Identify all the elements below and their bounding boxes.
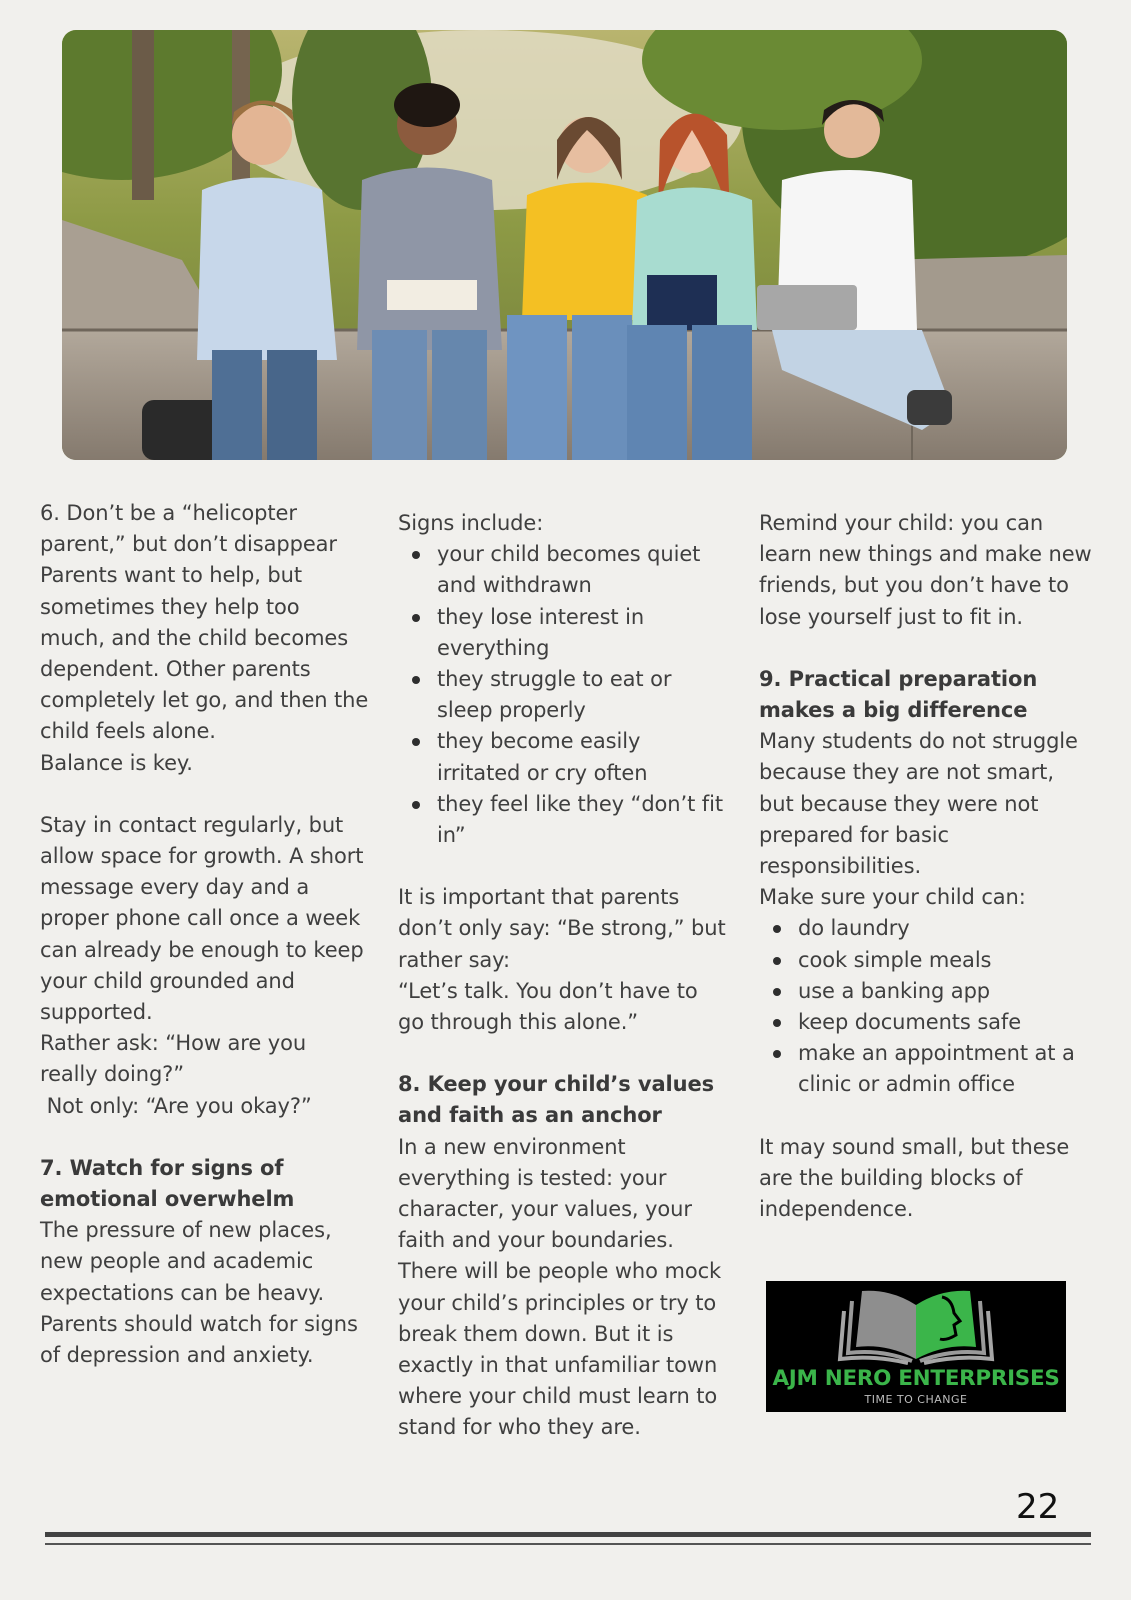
paragraph: Make sure your child can: [759,885,1026,910]
paragraph: Remind your child: you can learn new things and make new friends, but you don’t have to lose yourself just to fit in. [759,511,1092,629]
signs-list [398,539,728,851]
open-book-icon [766,1281,1066,1371]
list-item: make an appointment at a clinic or admin office [759,1038,1094,1100]
list-item: they become easily irritated or cry often [398,726,728,788]
skills-list [759,913,1094,1100]
section-6-title: 6. Don’t be a “helicopter parent,” but don’t disappear [40,501,337,557]
page-number: 22 [1016,1487,1060,1527]
paragraph: Many students do not struggle because they are not smart, but because they were not prepared for basic responsibilities. [759,729,1078,879]
paragraph: In a new environment everything is tested: your character, your values, your faith and your boundaries. There will be people who mock your child’s principles or try to break them down. But it is exactly in that unfamiliar town where your child must learn to stand for who they are. [398,1134,722,1440]
paragraph: Not only: “Are you okay?” [40,1093,312,1118]
list-item: keep documents safe [759,1007,1094,1038]
paragraph: Parents want to help, but sometimes they help too much, and the child becomes dependent. Other parents completely let go, and then the child feels alone. [40,563,369,744]
paragraph: Stay in contact regularly, but allow space for growth. A short message every day and a proper phone call once a week can already be enough to keep your child grounded and supported. [40,812,364,1025]
logo-tagline: TIME TO CHANGE [864,1393,968,1406]
section-8-heading: 8. Keep your child’s values and faith as an anchor [398,1072,715,1128]
column-1 [40,498,370,1371]
list-item: your child becomes quiet and withdrawn [398,539,728,601]
students-photo-illustration [62,30,1067,460]
paragraph: It may sound small, but these are the building blocks of independence. [759,1134,1070,1222]
footer-divider-thick [45,1532,1091,1537]
paragraph: Balance is key. [40,750,193,775]
company-logo [766,1281,1066,1412]
header-photo [62,30,1067,460]
paragraph: “Let’s talk. You don’t have to go through this alone.” [398,978,698,1035]
list-item: they lose interest in everything [398,602,728,664]
footer-divider-thin [45,1543,1091,1545]
list-item: cook simple meals [759,945,1094,976]
column-2 [398,508,728,1444]
column-3 [759,508,1094,1225]
list-item: they struggle to eat or sleep properly [398,664,728,726]
section-7-heading: 7. Watch for signs of emotional overwhelm [40,1155,295,1212]
list-item: use a banking app [759,976,1094,1007]
paragraph: The pressure of new places, new people and academic expectations can be heavy. Parents should watch for signs of depression and anxiety. [40,1218,358,1368]
section-9-heading: 9. Practical preparation makes a big difference [759,666,1038,723]
paragraph: It is important that parents don’t only say: “Be strong,” but rather say: [398,885,726,972]
list-item: do laundry [759,913,1094,944]
paragraph: Rather ask: “How are you really doing?” [40,1031,307,1087]
logo-name: AJM NERO ENTERPRISES [772,1366,1060,1391]
list-item: they feel like they “don’t fit in” [398,789,728,851]
signs-intro: Signs include: [398,511,544,535]
